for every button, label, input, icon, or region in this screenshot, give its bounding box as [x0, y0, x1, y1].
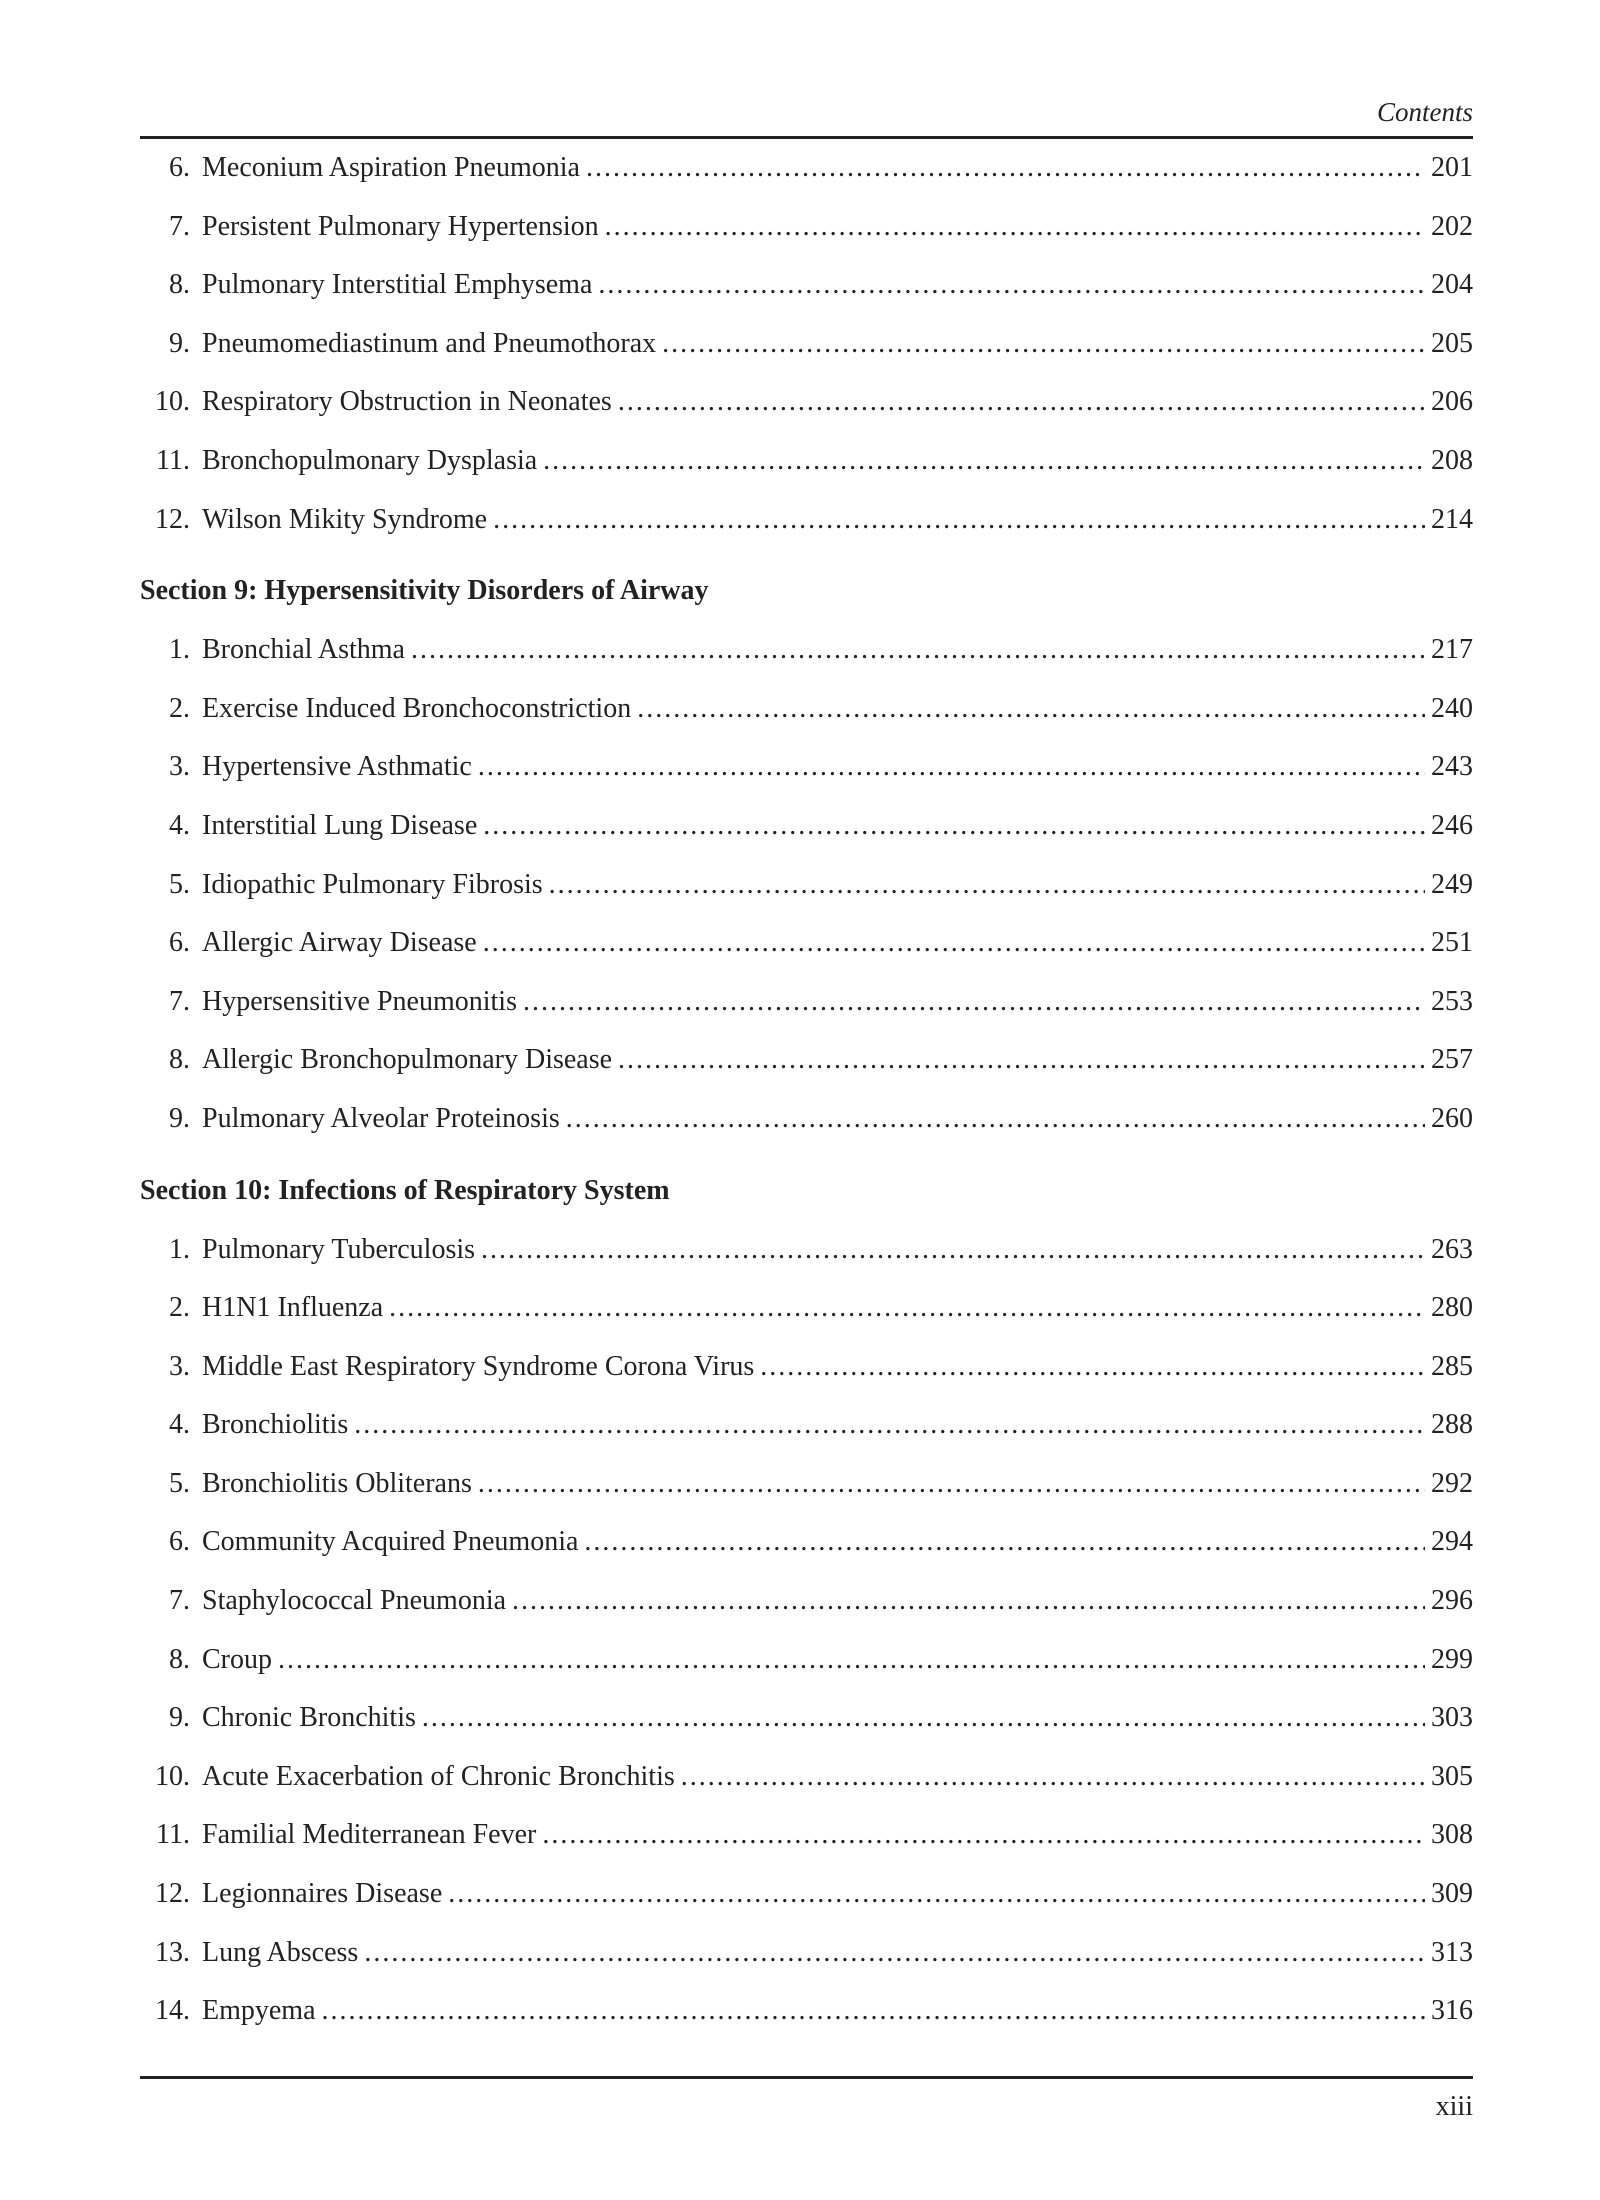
entry-page-number: 202 — [1431, 210, 1473, 242]
dot-leader — [543, 432, 1425, 491]
entry-title: Pneumomediastinum and Pneumothorax — [202, 327, 657, 359]
entry-page-number: 251 — [1431, 927, 1473, 959]
toc-entry[interactable] — [140, 1865, 1473, 1924]
entry-page-number: 260 — [1431, 1102, 1473, 1134]
dot-leader — [493, 491, 1425, 550]
dot-leader — [478, 738, 1425, 797]
entry-page-number: 217 — [1431, 634, 1473, 666]
toc-section — [140, 561, 1473, 1148]
entry-page-number: 285 — [1431, 1350, 1473, 1382]
entry-number: 6. — [169, 152, 190, 183]
dot-leader — [422, 1689, 1425, 1748]
entry-number: 5. — [169, 1467, 190, 1499]
dot-leader — [512, 1572, 1425, 1631]
dot-leader — [760, 1338, 1425, 1397]
toc-entry[interactable] — [140, 1689, 1473, 1748]
dot-leader — [566, 1090, 1425, 1149]
dot-leader — [278, 1631, 1425, 1690]
entry-title: Wilson Mikity Syndrome — [202, 503, 488, 535]
entry-number: 6. — [169, 1526, 190, 1558]
entry-number: 7. — [169, 210, 190, 242]
toc-entry[interactable] — [140, 856, 1473, 915]
toc-entry[interactable] — [140, 1455, 1473, 1514]
toc-entry[interactable] — [140, 1396, 1473, 1455]
dot-leader — [483, 914, 1425, 973]
entry-title: Familial Mediterranean Fever — [202, 1819, 537, 1851]
entry-page-number: 294 — [1431, 1526, 1473, 1558]
toc-entry[interactable] — [140, 914, 1473, 973]
page-footer — [140, 2076, 1473, 2123]
toc-entry[interactable] — [140, 738, 1473, 797]
entry-title: Community Acquired Pneumonia — [202, 1526, 579, 1558]
toc-section — [140, 1161, 1473, 2041]
entry-number: 14. — [155, 1995, 190, 2027]
entry-title: Pulmonary Interstitial Emphysema — [202, 269, 593, 301]
entry-page-number: 292 — [1431, 1467, 1473, 1499]
dot-leader — [618, 1031, 1425, 1090]
dot-leader — [354, 1396, 1425, 1455]
entry-number: 3. — [169, 751, 190, 783]
entry-title: Pulmonary Tuberculosis — [202, 1233, 476, 1265]
entry-title: Staphylococcal Pneumonia — [202, 1585, 507, 1617]
entry-number: 8. — [169, 1643, 190, 1675]
entry-number: 8. — [169, 269, 190, 301]
entry-page-number: 214 — [1431, 503, 1473, 535]
footer-rule — [140, 2076, 1473, 2079]
entry-number: 3. — [169, 1350, 190, 1382]
entry-title: Bronchopulmonary Dysplasia — [202, 444, 538, 476]
entry-number: 9. — [169, 1102, 190, 1134]
dot-leader — [542, 1806, 1425, 1865]
entry-title: Allergic Bronchopulmonary Disease — [202, 1044, 613, 1076]
toc-entry[interactable] — [140, 1748, 1473, 1807]
entry-number: 5. — [169, 868, 190, 900]
toc-entry[interactable] — [140, 1924, 1473, 1983]
entry-title: Acute Exacerbation of Chronic Bronchitis — [202, 1760, 675, 1792]
dot-leader — [549, 856, 1425, 915]
toc-entry[interactable] — [140, 315, 1473, 374]
entry-title: Meconium Aspiration Pneumonia — [202, 152, 580, 183]
entry-number: 9. — [169, 1702, 190, 1734]
dot-leader — [364, 1924, 1425, 1983]
entry-number: 8. — [169, 1044, 190, 1076]
entry-number: 1. — [169, 1233, 190, 1265]
entry-page-number: 313 — [1431, 1936, 1473, 1968]
dot-leader — [478, 1455, 1425, 1514]
dot-leader — [389, 1279, 1425, 1338]
entry-title: Middle East Respiratory Syndrome Corona Virus — [202, 1350, 755, 1382]
dot-leader — [483, 797, 1425, 856]
toc-entry[interactable] — [140, 1338, 1473, 1397]
toc-entry[interactable] — [140, 1221, 1473, 1280]
toc-page — [140, 96, 1473, 2041]
entry-number: 7. — [169, 1585, 190, 1617]
entry-page-number: 296 — [1431, 1585, 1473, 1617]
entry-title: Exercise Induced Bronchoconstriction — [202, 692, 632, 724]
entry-number: 9. — [169, 327, 190, 359]
section-entry-list — [140, 621, 1473, 1148]
toc-entry[interactable] — [140, 1279, 1473, 1338]
entry-title: Bronchiolitis — [202, 1409, 349, 1441]
entry-page-number: 303 — [1431, 1702, 1473, 1734]
entry-page-number: 308 — [1431, 1819, 1473, 1851]
page-number: xiii — [1435, 2091, 1473, 2122]
section-heading: Section 9: Hypersensitivity Disorders of Airway — [140, 575, 709, 607]
entry-page-number: 201 — [1431, 152, 1473, 183]
toc-entry[interactable] — [140, 256, 1473, 315]
entry-number: 10. — [155, 386, 190, 418]
entry-title: Chronic Bronchitis — [202, 1702, 416, 1734]
entry-page-number: 288 — [1431, 1409, 1473, 1441]
entry-number: 12. — [155, 1878, 190, 1910]
entry-title: Legionnaires Disease — [202, 1878, 443, 1910]
entry-title: Respiratory Obstruction in Neonates — [202, 386, 612, 418]
entry-number: 2. — [169, 1292, 190, 1324]
entry-number: 4. — [169, 1409, 190, 1441]
continued-entry-list — [140, 139, 1473, 549]
dot-leader — [411, 621, 1425, 680]
entry-title: Pulmonary Alveolar Proteinosis — [202, 1102, 560, 1134]
toc-entry[interactable] — [140, 1090, 1473, 1149]
toc-entry[interactable] — [140, 1806, 1473, 1865]
toc-entry[interactable] — [140, 1513, 1473, 1572]
entry-page-number: 299 — [1431, 1643, 1473, 1675]
entry-title: Persistent Pulmonary Hypertension — [202, 210, 599, 242]
entry-page-number: 257 — [1431, 1044, 1473, 1076]
entry-page-number: 240 — [1431, 692, 1473, 724]
entry-page-number: 263 — [1431, 1233, 1473, 1265]
toc-entry[interactable] — [140, 432, 1473, 491]
toc-entry[interactable] — [140, 1631, 1473, 1690]
toc-entry[interactable] — [140, 973, 1473, 1032]
section-entry-list — [140, 1221, 1473, 2041]
dot-leader — [584, 1513, 1425, 1572]
dot-leader — [605, 198, 1425, 257]
entry-title: Hypertensive Asthmatic — [202, 751, 472, 783]
dot-leader — [523, 973, 1425, 1032]
entry-number: 11. — [156, 444, 190, 476]
dot-leader — [481, 1221, 1425, 1280]
entry-page-number: 204 — [1431, 269, 1473, 301]
entry-number: 6. — [169, 927, 190, 959]
entry-page-number: 280 — [1431, 1292, 1473, 1324]
entry-title: Empyema — [202, 1995, 316, 2027]
entry-page-number: 246 — [1431, 809, 1473, 841]
dot-leader — [681, 1748, 1425, 1807]
entry-title: Hypersensitive Pneumonitis — [202, 985, 517, 1017]
entry-number: 1. — [169, 634, 190, 666]
toc-entry[interactable] — [140, 797, 1473, 856]
entry-page-number: 309 — [1431, 1878, 1473, 1910]
entry-page-number: 316 — [1431, 1995, 1473, 2027]
entry-title: H1N1 Influenza — [202, 1292, 384, 1324]
dot-leader — [598, 256, 1425, 315]
entry-title: Idiopathic Pulmonary Fibrosis — [202, 868, 543, 900]
entry-number: 7. — [169, 985, 190, 1017]
entry-number: 4. — [169, 809, 190, 841]
entry-title: Interstitial Lung Disease — [202, 809, 478, 841]
entry-number: 2. — [169, 692, 190, 724]
entry-page-number: 208 — [1431, 444, 1473, 476]
entry-page-number: 205 — [1431, 327, 1473, 359]
entry-title: Croup — [202, 1643, 272, 1675]
dot-leader — [637, 680, 1425, 739]
running-head: Contents — [1376, 97, 1473, 127]
entry-title: Bronchial Asthma — [202, 634, 405, 666]
toc-entry[interactable] — [140, 198, 1473, 257]
toc-entry[interactable] — [140, 680, 1473, 739]
entry-page-number: 253 — [1431, 985, 1473, 1017]
dot-leader — [662, 315, 1425, 374]
toc-entry[interactable] — [140, 1572, 1473, 1631]
entry-title: Bronchiolitis Obliterans — [202, 1467, 472, 1499]
dot-leader — [448, 1865, 1425, 1924]
toc-entry[interactable] — [140, 373, 1473, 432]
toc-entry[interactable] — [140, 621, 1473, 680]
section-heading: Section 10: Infections of Respiratory System — [140, 1174, 670, 1206]
toc-entry[interactable] — [140, 491, 1473, 550]
entry-title: Lung Abscess — [202, 1936, 359, 1968]
dot-leader — [618, 373, 1425, 432]
entry-page-number: 243 — [1431, 751, 1473, 783]
entry-page-number: 206 — [1431, 386, 1473, 418]
toc-sections — [140, 561, 1473, 2041]
entry-page-number: 305 — [1431, 1760, 1473, 1792]
entry-number: 10. — [155, 1760, 190, 1792]
entry-number: 11. — [156, 1819, 190, 1851]
entry-number: 13. — [155, 1936, 190, 1968]
toc-entry[interactable] — [140, 1031, 1473, 1090]
dot-leader — [586, 139, 1425, 198]
entry-page-number: 249 — [1431, 868, 1473, 900]
entry-title: Allergic Airway Disease — [202, 927, 477, 959]
toc-entry[interactable] — [140, 1982, 1473, 2041]
dot-leader — [322, 1982, 1425, 2041]
toc-entry[interactable] — [140, 139, 1473, 198]
entry-number: 12. — [155, 503, 190, 535]
